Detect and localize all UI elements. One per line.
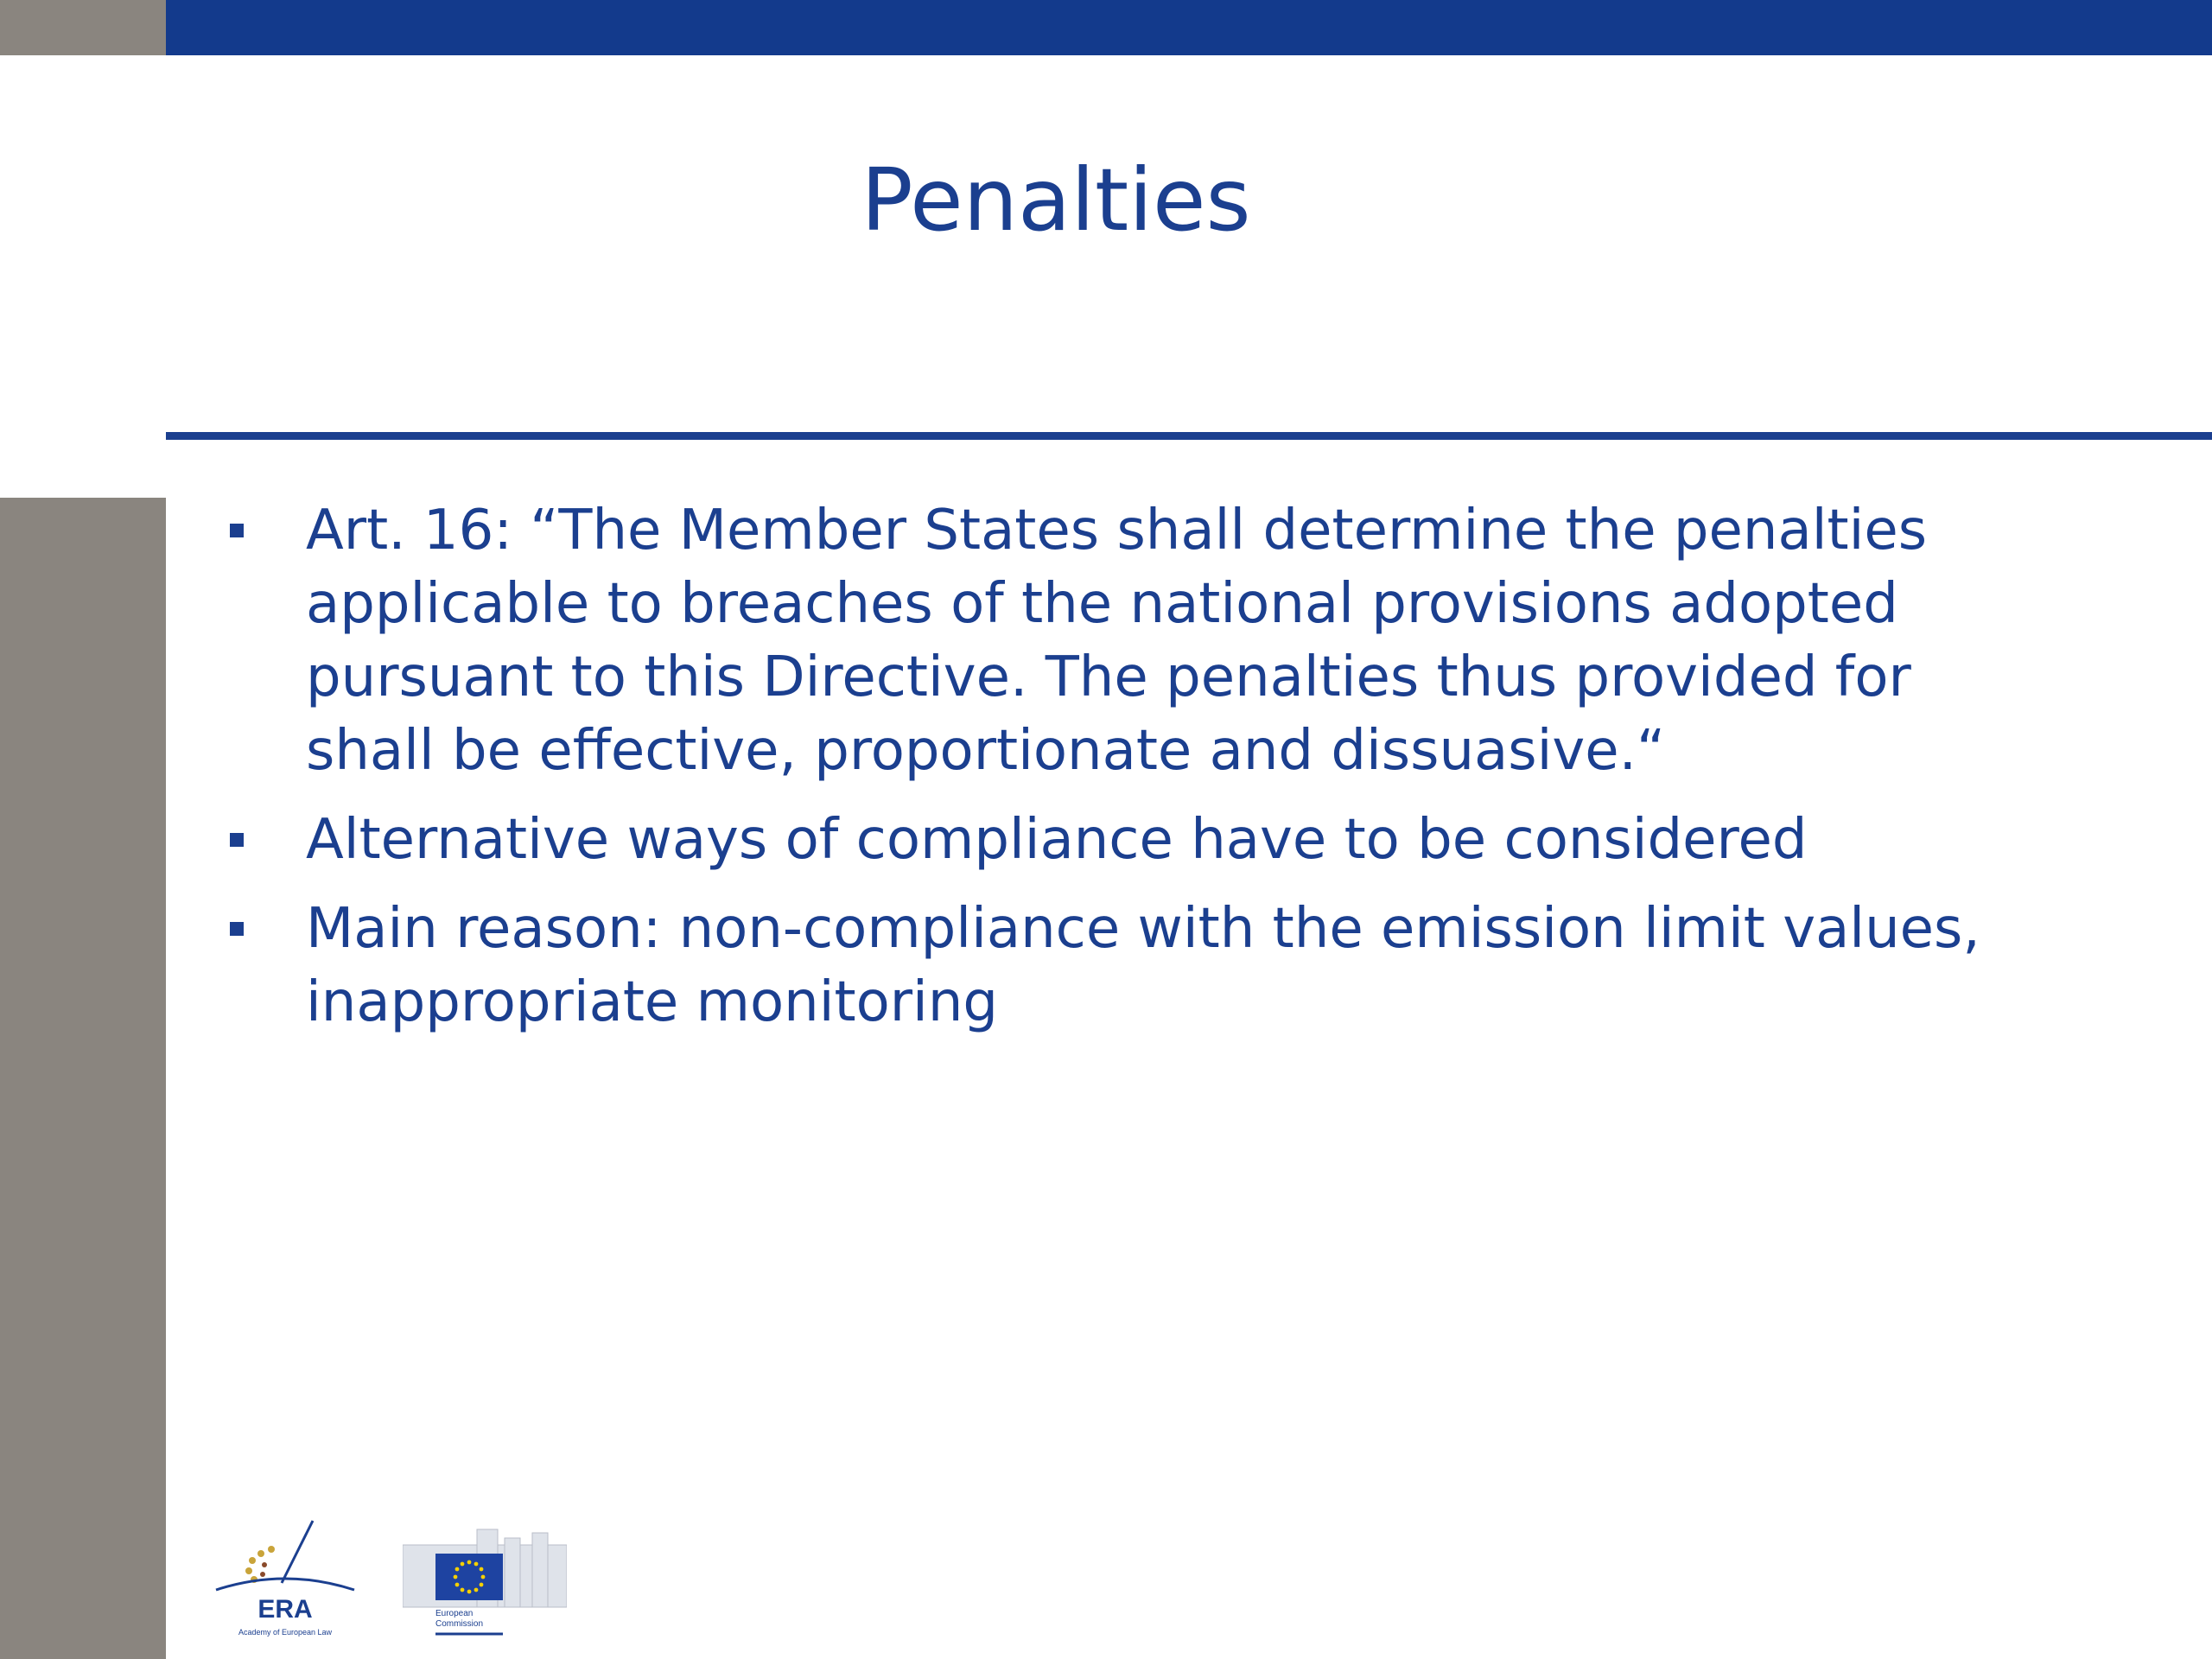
ec-logo-line2: Commission [435,1619,484,1629]
ec-logo-line1: European [435,1609,474,1618]
european-commission-logo [403,1524,567,1640]
square-bullet-icon [230,524,244,537]
footer-logos [207,1510,570,1640]
top-blue-bar [166,0,2212,55]
bullet-text: Art. 16: “The Member States shall determine the penalties applicable to breaches of the national provisions adopted pursuant to this Directive. The penalties thus provided for shall be effective, proportionate and dissuasive.“ [306,499,1928,783]
bullet-list [226,494,2006,1055]
bullet-item [226,804,2006,877]
slide-title: Penalties [861,149,1251,251]
square-bullet-icon [230,922,244,936]
bullet-text: Alternative ways of compliance have to be considered [306,808,1808,872]
era-logo-label: ERA [257,1595,313,1624]
bullet-text: Main reason: non-compliance with the emission limit values, inappropriate monitoring [306,897,1980,1034]
bullet-item [226,893,2006,1039]
era-logo [207,1510,363,1640]
bullet-item [226,494,2006,788]
top-gray-bar [0,0,166,55]
title-divider [166,432,2212,440]
square-bullet-icon [230,833,244,847]
left-gray-sidebar [0,498,166,1659]
era-logo-subtitle: Academy of European Law [238,1628,333,1637]
